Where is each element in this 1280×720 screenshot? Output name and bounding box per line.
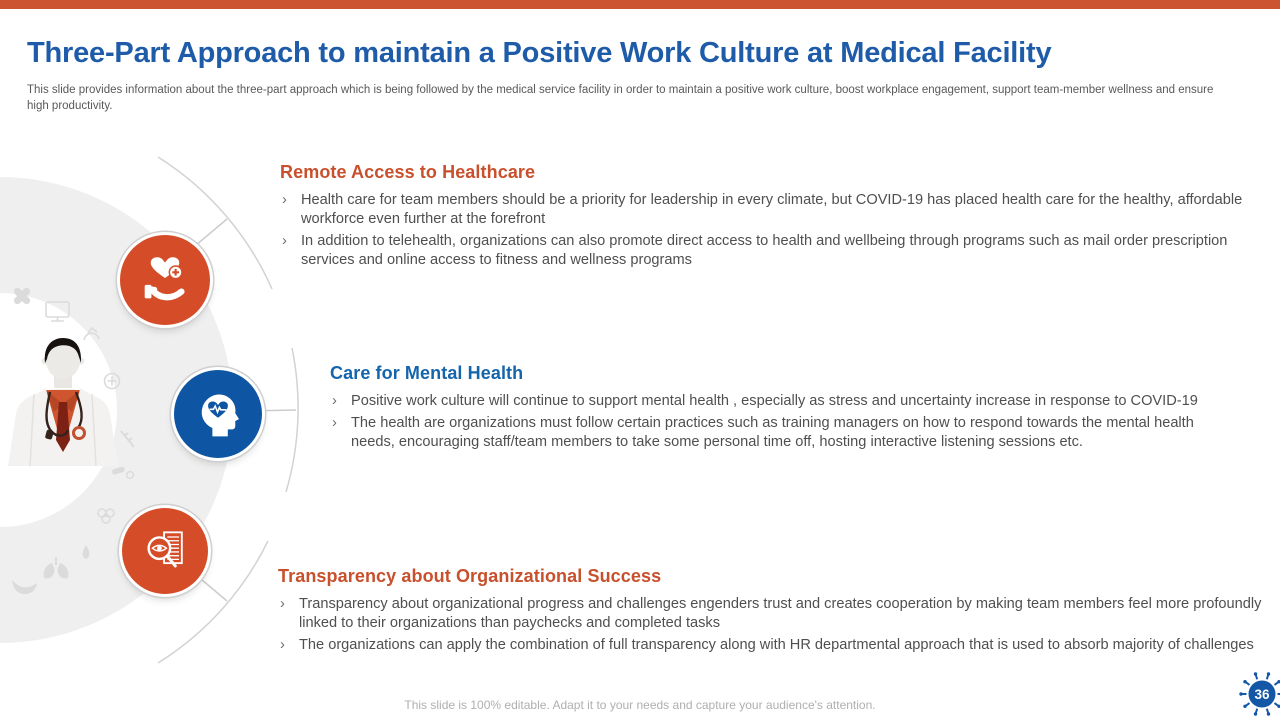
- bullet-marker: ›: [280, 636, 285, 653]
- section-mental-health: [330, 363, 1222, 455]
- bullet-marker: ›: [332, 393, 337, 409]
- page-number: 36: [1254, 686, 1270, 702]
- bullet-list: [278, 595, 1266, 655]
- bullet-text: Transparency about organizational progress and challenges engenders trust and creates cooperation by making team members feel more profoundly linked to their organizations than paychecks and completed tasks: [299, 596, 1262, 631]
- bullet-item: [330, 414, 1222, 452]
- doctor-illustration: [4, 336, 122, 466]
- section-remote-access: [280, 162, 1258, 273]
- head-heartbeat-icon: [190, 386, 246, 442]
- bullet-list: [280, 191, 1258, 270]
- bullet-marker: ›: [282, 192, 287, 208]
- bullet-marker: ›: [280, 596, 285, 612]
- magnifier-eye-report-icon: [137, 523, 193, 579]
- bullet-list: [330, 392, 1222, 452]
- page-subtitle: This slide provides information about the three-part approach which is being followed by the medical service facility in order to maintain a positive work culture, boost workplace engagement, support team-member wellness and ensure high productivity.: [27, 83, 1214, 113]
- hand-holding-heart-icon: [136, 251, 194, 309]
- step-circle-mental-health: [174, 370, 262, 458]
- editable-note: This slide is 100% editable. Adapt it to your needs and capture your audience's attention.: [404, 698, 876, 712]
- bullet-item: [280, 191, 1258, 229]
- bullet-text: The organizations can apply the combination of full transparency along with HR departmental approach that is used to absorb majority of challenges: [299, 636, 1254, 653]
- page-title: Three-Part Approach to maintain a Positive Work Culture at Medical Facility: [27, 37, 1052, 70]
- section-heading: Care for Mental Health: [330, 363, 524, 383]
- bullet-text: Health care for team members should be a priority for leadership in every climate, but COVID-19 has placed health care for the healthy, affordable workforce even further at the forefront: [301, 192, 1243, 227]
- top-accent-bar: [0, 0, 1280, 9]
- step-circle-remote-access: [120, 235, 210, 325]
- bullet-text: Positive work culture will continue to support mental health , especially as stress and uncertainty increase in response to COVID-19: [351, 393, 1198, 409]
- step-circle-transparency: [122, 508, 208, 594]
- bullet-marker: ›: [282, 232, 287, 249]
- thin-arc-middle: [286, 348, 298, 492]
- bullet-item: [330, 392, 1222, 411]
- page-number-badge: [1238, 670, 1280, 718]
- section-transparency: [278, 566, 1266, 658]
- bullet-text: In addition to telehealth, organizations can also promote direct access to health and wellbeing through programs such as mail order prescription services and online access to fitness and wellness programs: [301, 232, 1228, 268]
- section-heading: Remote Access to Healthcare: [280, 162, 536, 182]
- bullet-marker: ›: [332, 414, 337, 431]
- bullet-item: [280, 232, 1258, 270]
- bullet-item: [278, 595, 1266, 633]
- bullet-text: The health are organizations must follow certain practices such as training managers on how to respond towards the mental health needs, encouraging staff/team members to take some personal time off, hosting interactive listening sessions etc.: [351, 414, 1194, 450]
- section-heading: Transparency about Organizational Success: [278, 566, 662, 586]
- bullet-item: [278, 636, 1266, 655]
